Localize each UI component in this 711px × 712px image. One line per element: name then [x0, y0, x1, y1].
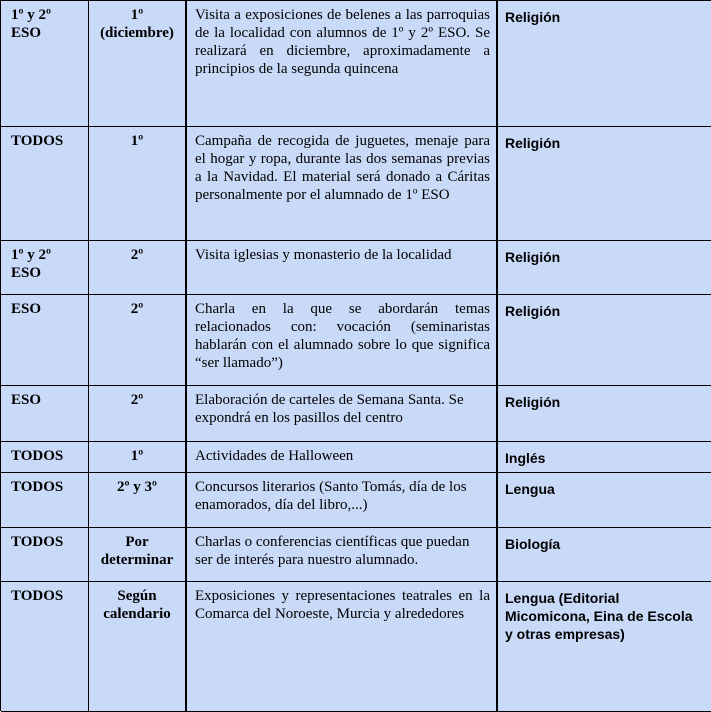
activity-text: Visita a exposiciones de belenes a las parroquias de la localidad con alumnos de 1º y 2º ESO. Se realizará en diciembre, aproximadamente a principios de la segunda quincena: [195, 7, 490, 77]
course-text: ESO: [11, 301, 42, 317]
trimester-cell: [89, 295, 186, 386]
trimester-text: 2º: [130, 301, 144, 317]
activity-cell: [186, 1, 498, 127]
activity-cell: [186, 127, 498, 241]
course-text: TODOS: [11, 479, 64, 495]
trimester-cell: [89, 442, 186, 473]
course-cell: [1, 473, 89, 528]
trimester-text: Por determinar: [100, 534, 174, 568]
trimester-cell: [89, 127, 186, 241]
department-text: Biología: [505, 536, 561, 552]
activity-cell: [186, 528, 498, 582]
activity-text: Campaña de recogida de juguetes, menaje para el hogar y ropa, durante las dos semanas previas a la Navidad. El material será donado a Cáritas personalmente por el alumnado de 1º ESO: [195, 133, 490, 203]
course-text: 1º y 2º ESO: [11, 247, 51, 281]
department-cell: [498, 295, 711, 386]
trimester-text: 2º: [130, 392, 144, 408]
activity-cell: [186, 386, 498, 442]
trimester-text: 1º: [130, 448, 144, 464]
trimester-cell: [89, 1, 186, 127]
department-cell: [498, 1, 711, 127]
department-text: Inglés: [505, 450, 546, 466]
trimester-text: 1º: [130, 133, 144, 149]
course-cell: [1, 528, 89, 582]
department-text: Lengua: [505, 481, 555, 497]
department-cell: [498, 127, 711, 241]
trimester-cell: [89, 582, 186, 712]
course-text: TODOS: [11, 448, 64, 464]
course-cell: [1, 295, 89, 386]
trimester-text: 2º: [130, 247, 144, 263]
activity-text: Elaboración de carteles de Semana Santa. Se expondrá en los pasillos del centro: [195, 392, 464, 426]
course-text: TODOS: [11, 133, 64, 149]
trimester-text: Según calendario: [103, 588, 171, 622]
activity-cell: [186, 473, 498, 528]
department-cell: [498, 582, 711, 712]
department-cell: [498, 473, 711, 528]
department-cell: [498, 386, 711, 442]
course-cell: [1, 1, 89, 127]
trimester-cell: [89, 386, 186, 442]
trimester-cell: [89, 473, 186, 528]
department-text: Religión: [505, 135, 561, 151]
department-text: Religión: [505, 9, 561, 25]
activity-text: Concursos literarios (Santo Tomás, día de los enamorados, día del libro,...): [195, 479, 467, 513]
department-cell: [498, 241, 711, 295]
course-cell: [1, 442, 89, 473]
course-text: ESO: [11, 392, 42, 408]
department-text: Religión: [505, 303, 561, 319]
activity-text: Charlas o conferencias científicas que puedan ser de interés para nuestro alumnado.: [195, 534, 470, 568]
department-text: Religión: [505, 394, 561, 410]
trimester-text: 2º y 3º: [117, 479, 157, 495]
department-cell: [498, 442, 711, 473]
activity-cell: [186, 241, 498, 295]
trimester-cell: [89, 528, 186, 582]
trimester-text: 1º: [130, 7, 144, 23]
course-cell: [1, 241, 89, 295]
course-cell: [1, 582, 89, 712]
activity-text: Actividades de Halloween: [195, 448, 354, 464]
activity-text: Exposiciones y representaciones teatrales en la Comarca del Noroeste, Murcia y alrededores: [195, 588, 490, 622]
activity-cell: [186, 442, 498, 473]
activity-text: Charla en la que se abordarán temas relacionados con: vocación (seminaristas hablarán con el alumnado sobre lo que significa “ser llamado”): [195, 301, 490, 371]
trimester-note-text: (diciembre): [100, 25, 174, 41]
activity-cell: [186, 582, 498, 712]
department-cell: [498, 528, 711, 582]
course-cell: [1, 386, 89, 442]
activity-text: Visita iglesias y monasterio de la localidad: [195, 247, 452, 263]
department-text: Lengua (Editorial Micomicona, Eina de Escola y otras empresas): [505, 590, 693, 642]
trimester-cell: [89, 241, 186, 295]
course-text: TODOS: [11, 534, 64, 550]
course-text: TODOS: [11, 588, 64, 604]
course-text: 1º y 2º ESO: [11, 7, 51, 41]
activity-cell: [186, 295, 498, 386]
department-text: Religión: [505, 249, 561, 265]
course-cell: [1, 127, 89, 241]
